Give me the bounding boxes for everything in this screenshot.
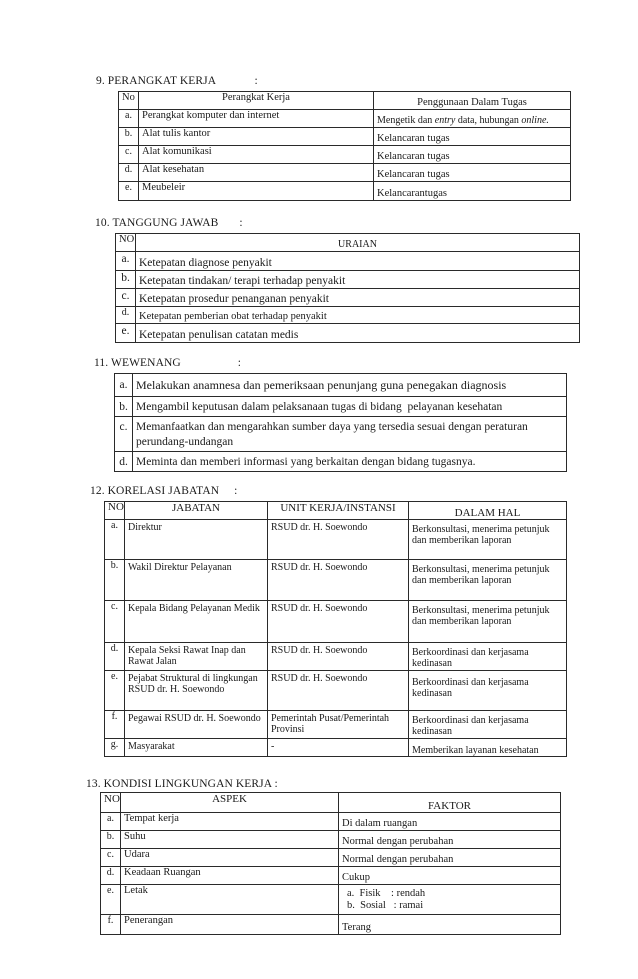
row-no: d. xyxy=(119,164,139,182)
row-unit: RSUD dr. H. Soewondo xyxy=(268,671,409,711)
row-no: a. xyxy=(101,813,121,831)
table-row xyxy=(116,252,580,271)
row-unit: Pemerintah Pusat/Pemerintah Provinsi xyxy=(268,711,409,739)
section-kondisi-lingkungan xyxy=(86,776,471,933)
korelasi-jabatan-table xyxy=(104,501,567,757)
row-jabatan: Kepala Bidang Pelayanan Medik xyxy=(125,601,268,643)
wewenang-table xyxy=(114,373,567,472)
section-perangkat-kerja xyxy=(96,73,549,199)
row-unit: - xyxy=(268,739,409,757)
row-no: f. xyxy=(105,711,125,739)
row-text: Meminta dan memberi informasi yang berkaitan dengan bidang tugasnya. xyxy=(133,452,567,472)
row-no: c. xyxy=(116,289,136,307)
row-text: Mengambil keputusan dalam pelaksanaan tugas di bidang pelayanan kesehatan xyxy=(133,397,567,417)
table-row xyxy=(101,915,561,935)
table-header-row xyxy=(105,502,567,520)
table-row xyxy=(116,307,580,324)
row-unit: RSUD dr. H. Soewondo xyxy=(268,601,409,643)
heading-text: 12. KORELASI JABATAN xyxy=(90,485,220,497)
row-aspek: Suhu xyxy=(121,831,339,849)
row-no: c. xyxy=(115,417,133,452)
table-row xyxy=(105,739,567,757)
table-row xyxy=(116,271,580,289)
row-hal: Berkonsultasi, menerima petunjuk dan memberikan laporan xyxy=(409,520,567,560)
table-row xyxy=(119,182,571,201)
table-row xyxy=(101,885,561,915)
row-faktor: Di dalam ruangan xyxy=(339,813,561,831)
row-jabatan: Pegawai RSUD dr. H. Soewondo xyxy=(125,711,268,739)
section-tanggung-jawab xyxy=(95,215,377,341)
table-row xyxy=(119,146,571,164)
heading-text: 9. PERANGKAT KERJA xyxy=(96,75,216,87)
row-unit: RSUD dr. H. Soewondo xyxy=(268,643,409,671)
row-no: f. xyxy=(101,915,121,935)
section-korelasi-jabatan xyxy=(90,483,550,756)
table-header-row xyxy=(116,234,580,252)
use-text: Mengetik dan xyxy=(377,115,435,126)
row-faktor: Normal dengan perubahan xyxy=(339,831,561,849)
row-text: Ketepatan pemberian obat terhadap penyakit xyxy=(136,307,580,324)
table-row xyxy=(105,711,567,739)
header-faktor: FAKTOR xyxy=(339,793,561,813)
row-aspek: Penerangan xyxy=(121,915,339,935)
heading-text: 10. TANGGUNG JAWAB xyxy=(95,217,219,229)
header-no: No xyxy=(119,92,139,110)
row-no: g. xyxy=(105,739,125,757)
row-hal: Berkonsultasi, menerima petunjuk dan memberikan laporan xyxy=(409,560,567,601)
row-hal: Berkonsultasi, menerima petunjuk dan memberikan laporan xyxy=(409,601,567,643)
row-faktor: Normal dengan perubahan xyxy=(339,849,561,867)
table-row xyxy=(115,417,567,452)
faktor-sosial: b. Sosial : ramai xyxy=(347,900,424,911)
table-row xyxy=(101,849,561,867)
header-no: NO xyxy=(116,234,136,252)
row-no: c. xyxy=(119,146,139,164)
row-no: e. xyxy=(119,182,139,201)
row-no: b. xyxy=(116,271,136,289)
row-no: a. xyxy=(105,520,125,560)
row-item: Meubeleir xyxy=(139,182,374,201)
perangkat-kerja-table xyxy=(118,91,571,201)
table-row xyxy=(101,813,561,831)
row-item: Perangkat komputer dan internet xyxy=(139,110,374,128)
header-penggunaan: Penggunaan Dalam Tugas xyxy=(374,92,571,110)
row-no: b. xyxy=(101,831,121,849)
row-jabatan: Pejabat Struktural di lingkungan RSUD dr. H. Soewondo xyxy=(125,671,268,711)
header-perangkat: Perangkat Kerja xyxy=(139,92,374,110)
row-no: e. xyxy=(101,885,121,915)
row-item: Alat tulis kantor xyxy=(139,128,374,146)
row-no: b. xyxy=(105,560,125,601)
row-use: Kelancaran tugas xyxy=(374,128,571,146)
heading-text: 11. WEWENANG xyxy=(94,357,181,369)
row-no: b. xyxy=(119,128,139,146)
row-unit: RSUD dr. H. Soewondo xyxy=(268,520,409,560)
faktor-fisik: a. Fisik : rendah xyxy=(347,888,426,899)
table-row xyxy=(101,867,561,885)
section-heading xyxy=(95,215,243,231)
row-use: Kelancarantugas xyxy=(374,182,571,201)
table-row xyxy=(101,831,561,849)
row-hal: Memberikan layanan kesehatan xyxy=(409,739,567,757)
table-row xyxy=(105,601,567,643)
row-no: d. xyxy=(101,867,121,885)
row-no: c. xyxy=(105,601,125,643)
row-no: a. xyxy=(119,110,139,128)
table-row xyxy=(119,110,571,128)
header-jabatan: JABATAN xyxy=(125,502,268,520)
table-row xyxy=(105,671,567,711)
tanggung-jawab-table xyxy=(115,233,580,343)
row-no: d. xyxy=(115,452,133,472)
row-jabatan: Wakil Direktur Pelayanan xyxy=(125,560,268,601)
header-uraian: URAIAN xyxy=(136,234,580,252)
heading-colon: : xyxy=(234,485,238,497)
table-header-row xyxy=(101,793,561,813)
section-heading xyxy=(96,73,258,89)
row-no: e. xyxy=(105,671,125,711)
row-item: Alat komunikasi xyxy=(139,146,374,164)
row-item: Alat kesehatan xyxy=(139,164,374,182)
table-row xyxy=(116,324,580,343)
row-text: Melakukan anamnesa dan pemeriksaan penunjang guna penegakan diagnosis xyxy=(133,374,567,397)
section-heading xyxy=(94,355,241,371)
row-use xyxy=(374,110,571,128)
row-hal: Berkoordinasi dan kerjasama kedinasan xyxy=(409,711,567,739)
row-text: Ketepatan diagnose penyakit xyxy=(136,252,580,271)
row-no: a. xyxy=(116,252,136,271)
header-unit-kerja: UNIT KERJA/INSTANSI xyxy=(268,502,409,520)
header-dalam-hal: DALAM HAL xyxy=(409,502,567,520)
table-row xyxy=(115,397,567,417)
row-no: e. xyxy=(116,324,136,343)
row-text: Ketepatan tindakan/ terapi terhadap penyakit xyxy=(136,271,580,289)
heading-colon: : xyxy=(254,75,258,87)
use-text: data, hubungan xyxy=(455,115,522,126)
row-faktor: Terang xyxy=(339,915,561,935)
heading-colon: : xyxy=(239,217,243,229)
header-no: NO xyxy=(105,502,125,520)
use-italic: online. xyxy=(521,115,549,126)
header-aspek: ASPEK xyxy=(121,793,339,813)
table-row xyxy=(105,520,567,560)
row-no: b. xyxy=(115,397,133,417)
row-unit: RSUD dr. H. Soewondo xyxy=(268,560,409,601)
row-hal: Berkoordinasi dan kerjasama kedinasan xyxy=(409,643,567,671)
heading-colon: : xyxy=(237,357,242,369)
row-faktor xyxy=(339,885,561,915)
section-wewenang xyxy=(94,355,528,468)
header-no: NO xyxy=(101,793,121,813)
row-jabatan: Masyarakat xyxy=(125,739,268,757)
table-header-row xyxy=(119,92,571,110)
row-no: d. xyxy=(105,643,125,671)
row-jabatan: Kepala Seksi Rawat Inap dan Rawat Jalan xyxy=(125,643,268,671)
table-row xyxy=(105,560,567,601)
row-hal: Berkoordinasi dan kerjasama kedinasan xyxy=(409,671,567,711)
row-aspek: Keadaan Ruangan xyxy=(121,867,339,885)
row-no: d. xyxy=(116,307,136,324)
row-aspek: Udara xyxy=(121,849,339,867)
table-row xyxy=(115,374,567,397)
use-italic: entry xyxy=(434,115,456,126)
row-faktor: Cukup xyxy=(339,867,561,885)
section-heading xyxy=(90,483,237,499)
row-text: Ketepatan penulisan catatan medis xyxy=(136,324,580,343)
row-no: c. xyxy=(101,849,121,867)
table-row xyxy=(116,289,580,307)
row-use: Kelancaran tugas xyxy=(374,146,571,164)
row-text: Memanfaatkan dan mengarahkan sumber daya yang tersedia sesuai dengan peraturan perundang-undangan xyxy=(133,417,567,452)
row-use: Kelancaran tugas xyxy=(374,164,571,182)
row-jabatan: Direktur xyxy=(125,520,268,560)
row-aspek: Letak xyxy=(121,885,339,915)
table-row xyxy=(105,643,567,671)
row-aspek: Tempat kerja xyxy=(121,813,339,831)
heading-text: 13. KONDISI LINGKUNGAN KERJA : xyxy=(86,778,278,790)
row-text: Ketepatan prosedur penanganan penyakit xyxy=(136,289,580,307)
section-heading xyxy=(86,776,278,792)
row-no: a. xyxy=(115,374,133,397)
table-row xyxy=(119,128,571,146)
kondisi-lingkungan-table xyxy=(100,792,561,935)
table-row xyxy=(115,452,567,472)
table-row xyxy=(119,164,571,182)
